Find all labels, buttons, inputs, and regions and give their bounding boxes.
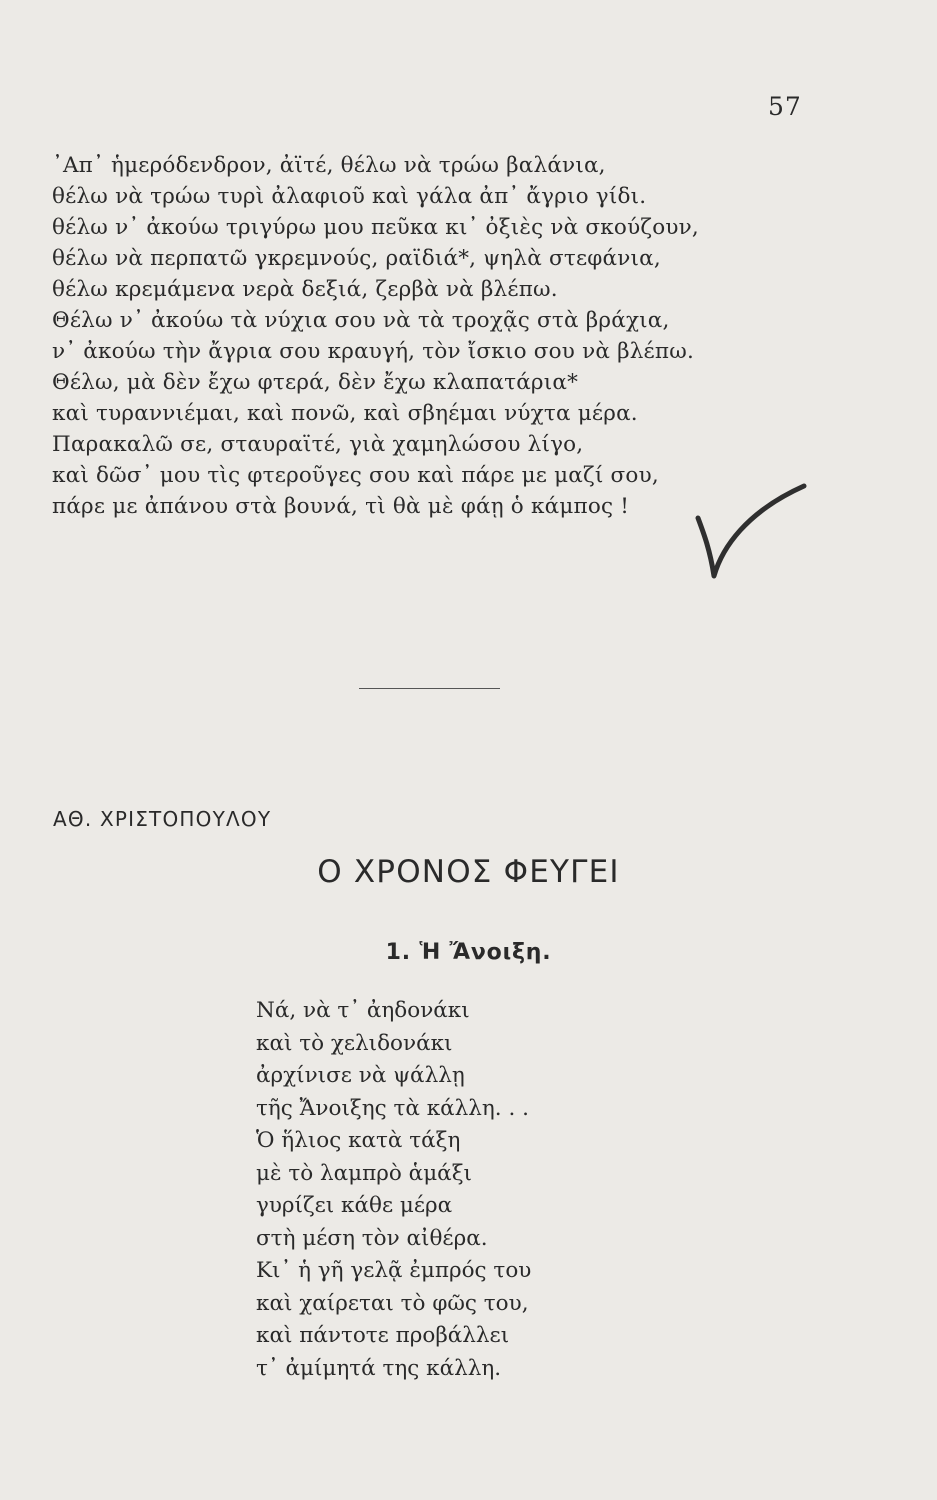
poem-line: καὶ χαίρεται τὸ φῶς του, bbox=[256, 1290, 529, 1316]
poem-line: Κι᾿ ἡ γῆ γελᾷ ἐμπρός του bbox=[256, 1258, 532, 1283]
poem-line: τ᾿ ἀμίμητά της κάλλη. bbox=[256, 1355, 502, 1381]
section-divider bbox=[359, 688, 500, 689]
poem-line: ἀρχίνισε νὰ ψάλλῃ bbox=[256, 1063, 465, 1088]
bottom-poem bbox=[256, 995, 676, 1385]
poem-line: καὶ δῶσ᾿ μου τὶς φτεροῦγες σου καὶ πάρε με μαζί σου, bbox=[52, 463, 659, 488]
poem-line: Θέλω, μὰ δὲν ἔχω φτερά, δὲν ἔχω κλαπατάρια* bbox=[52, 370, 579, 395]
page-number: 57 bbox=[768, 92, 802, 121]
work-title: Ο ΧΡΟΝΟΣ ΦΕΥΓΕΙ bbox=[317, 854, 620, 890]
poem-line: τῆς Ἄνοιξης τὰ κάλλη. . . bbox=[256, 1095, 529, 1121]
poem-line: στὴ μέση τὸν αἰθέρα. bbox=[256, 1225, 488, 1251]
poem-line: Ὁ ἥλιος κατὰ τάξη bbox=[256, 1128, 461, 1153]
author-name: ΑΘ. ΧΡΙΣΤΟΠΟΥΛΟΥ bbox=[53, 807, 272, 831]
section-heading: 1. Ἡ Ἄνοιξη. bbox=[385, 940, 552, 965]
poem-line: πάρε με ἀπάνου στὰ βουνά, τὶ θὰ μὲ φάῃ ὁ κάμπος ! bbox=[52, 494, 630, 519]
poem-line: Θέλω ν᾿ ἀκούω τὰ νύχια σου νὰ τὰ τροχᾷς στὰ βράχια, bbox=[52, 308, 670, 333]
poem-line: θέλω νὰ περπατῶ γκρεμνούς, ραϊδιά*, ψηλὰ στεφάνια, bbox=[52, 246, 661, 271]
poem-line: καὶ πάντοτε προβάλλει bbox=[256, 1323, 510, 1348]
poem-line: θέλω νὰ τρώω τυρὶ ἀλαφιοῦ καὶ γάλα ἀπ᾿ ἄγριο γίδι. bbox=[52, 184, 647, 209]
poem-line: καὶ τυραννιέμαι, καὶ πονῶ, καὶ σβηέμαι νύχτα μέρα. bbox=[52, 401, 638, 426]
poem-line: ν᾿ ἀκούω τὴν ἄγρια σου κραυγή, τὸν ἴσκιο σου νὰ βλέπω. bbox=[52, 339, 694, 364]
poem-line: θέλω κρεμάμενα νερὰ δεξιά, ζερβὰ νὰ βλέπω. bbox=[52, 277, 558, 302]
poem-line: θέλω ν᾿ ἀκούω τριγύρω μου πεῦκα κι᾿ ὀξιὲς νὰ σκούζουν, bbox=[52, 215, 699, 240]
top-poem bbox=[52, 150, 732, 522]
poem-line: Παρακαλῶ σε, σταυραϊτέ, γιὰ χαμηλώσου λίγο, bbox=[52, 432, 584, 457]
poem-line: ᾿Απ᾿ ἡμερόδενδρον, ἀϊτέ, θέλω νὰ τρώω βαλάνια, bbox=[52, 153, 606, 178]
poem-line: γυρίζει κάθε μέρα bbox=[256, 1193, 453, 1218]
handwritten-checkmark bbox=[690, 476, 810, 586]
poem-line: Νά, νὰ τ᾿ ἀηδονάκι bbox=[256, 998, 470, 1023]
poem-line: καὶ τὸ χελιδονάκι bbox=[256, 1030, 453, 1056]
poem-line: μὲ τὸ λαμπρὸ ἁμάξι bbox=[256, 1160, 472, 1186]
